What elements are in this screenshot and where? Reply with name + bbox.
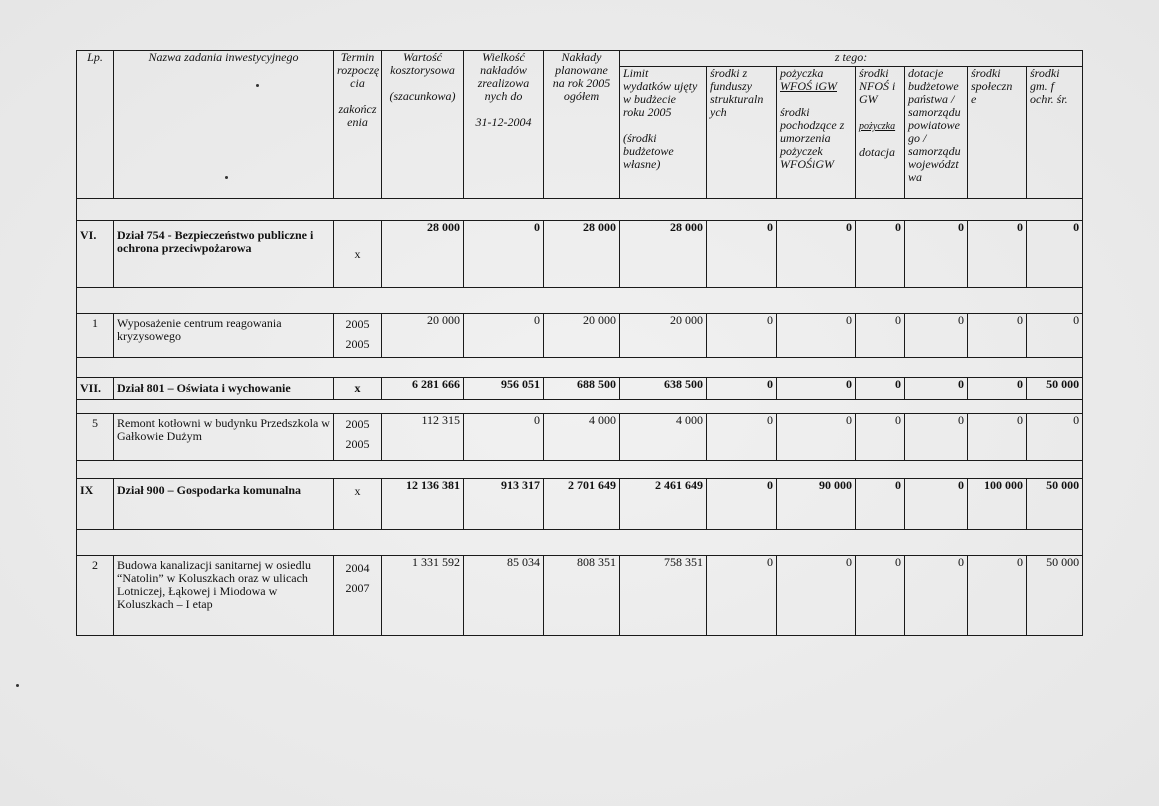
cell-value: 808 351 (544, 556, 620, 636)
header-row (77, 51, 1083, 67)
cell-value: 0 (968, 314, 1027, 358)
col-termin-header: Termin rozpoczę cia zakończ enia (334, 51, 382, 199)
cell-value: 0 (707, 314, 777, 358)
cell-value: 0 (1027, 414, 1083, 461)
cell-value: 0 (856, 479, 905, 530)
col-spoleczne-header: środki społeczn e (968, 67, 1027, 199)
z-tego-header: z tego: (620, 51, 1083, 67)
separator-row (77, 199, 1083, 221)
row-termin: 2005 2005 (334, 414, 382, 461)
cell-value: 0 (856, 221, 905, 288)
table-row (77, 378, 1083, 400)
cell-value: 758 351 (620, 556, 707, 636)
row-termin: x (334, 479, 382, 530)
col-fundusze-header: środki z funduszy strukturaln ych (707, 67, 777, 199)
col-wielkosc-header: Wielkość nakładów zrealizowa nych do 31-12-2004 (464, 51, 544, 199)
table-row (77, 221, 1083, 288)
cell-value: 0 (856, 378, 905, 400)
cell-value: 0 (905, 221, 968, 288)
cell-value: 913 317 (464, 479, 544, 530)
cell-value: 0 (777, 556, 856, 636)
cell-value: 112 315 (382, 414, 464, 461)
cell-value: 2 461 649 (620, 479, 707, 530)
cell-value: 6 281 666 (382, 378, 464, 400)
table-row (77, 479, 1083, 530)
cell-value: 0 (905, 378, 968, 400)
col-wartosc-header: Wartość kosztorysowa (szacunkowa) (382, 51, 464, 199)
cell-value: 0 (707, 414, 777, 461)
separator-row (77, 358, 1083, 378)
separator-row (77, 530, 1083, 556)
row-lp: VI. (77, 221, 114, 288)
cell-value: 0 (968, 414, 1027, 461)
cell-value: 0 (464, 414, 544, 461)
cell-value: 50 000 (1027, 479, 1083, 530)
cell-value: 0 (905, 314, 968, 358)
separator-row (77, 461, 1083, 479)
cell-value: 20 000 (382, 314, 464, 358)
cell-value: 0 (905, 479, 968, 530)
cell-value: 85 034 (464, 556, 544, 636)
cell-value: 0 (856, 414, 905, 461)
col-limit-header: Limit wydatków ujęty w budżecie roku 2005 (środki budżetowe własne) (620, 67, 707, 199)
cell-value: 50 000 (1027, 556, 1083, 636)
row-termin: 2005 2005 (334, 314, 382, 358)
col-lp-header: Lp. (77, 51, 114, 199)
cell-value: 20 000 (620, 314, 707, 358)
cell-value: 0 (968, 556, 1027, 636)
cell-value: 0 (856, 314, 905, 358)
row-name: Dział 900 – Gospodarka komunalna (114, 479, 334, 530)
cell-value: 1 331 592 (382, 556, 464, 636)
cell-value: 0 (464, 314, 544, 358)
table-row (77, 314, 1083, 358)
cell-value: 688 500 (544, 378, 620, 400)
table-row (77, 556, 1083, 636)
scan-speck (16, 684, 19, 687)
cell-value: 0 (856, 556, 905, 636)
cell-value: 2 701 649 (544, 479, 620, 530)
cell-value: 20 000 (544, 314, 620, 358)
col-nfos-header: środki NFOŚ i GW pożyczka dotacja (856, 67, 905, 199)
col-gmf-header: środki gm. f ochr. śr. (1027, 67, 1083, 199)
cell-value: 0 (1027, 221, 1083, 288)
row-lp: 2 (77, 556, 114, 636)
cell-value: 0 (968, 221, 1027, 288)
cell-value: 0 (707, 221, 777, 288)
row-name: Wyposażenie centrum reagowania kryzysowego (114, 314, 334, 358)
cell-value: 638 500 (620, 378, 707, 400)
row-termin: 2004 2007 (334, 556, 382, 636)
col-pozyczka-header: pożyczka WFOŚ iGW środki pochodzące z umorzenia pożyczek WFOŚiGW (777, 67, 856, 199)
cell-value: 4 000 (544, 414, 620, 461)
col-naklady-header: Nakłady planowane na rok 2005 ogółem (544, 51, 620, 199)
row-name: Budowa kanalizacji sanitarnej w osiedlu “Natolin” w Koluszkach oraz w ulicach Lotniczej, Łąkowej i Miodowa w Koluszkach – I etap (114, 556, 334, 636)
cell-value: 12 136 381 (382, 479, 464, 530)
cell-value: 0 (968, 378, 1027, 400)
col-name-header: Nazwa zadania inwestycyjnego (114, 51, 334, 199)
cell-value: 100 000 (968, 479, 1027, 530)
cell-value: 0 (777, 314, 856, 358)
cell-value: 28 000 (382, 221, 464, 288)
row-termin: x (334, 378, 382, 400)
row-lp: 1 (77, 314, 114, 358)
cell-value: 90 000 (777, 479, 856, 530)
cell-value: 0 (707, 378, 777, 400)
cell-value: 50 000 (1027, 378, 1083, 400)
row-lp: IX (77, 479, 114, 530)
row-termin: x (334, 221, 382, 288)
cell-value: 4 000 (620, 414, 707, 461)
cell-value: 0 (777, 221, 856, 288)
row-lp: 5 (77, 414, 114, 461)
cell-value: 0 (777, 378, 856, 400)
row-lp: VII. (77, 378, 114, 400)
cell-value: 28 000 (620, 221, 707, 288)
separator-row (77, 288, 1083, 314)
row-name: Dział 801 – Oświata i wychowanie (114, 378, 334, 400)
cell-value: 28 000 (544, 221, 620, 288)
cell-value: 0 (777, 414, 856, 461)
row-name: Dział 754 - Bezpieczeństwo publiczne i ochrona przeciwpożarowa (114, 221, 334, 288)
cell-value: 0 (464, 221, 544, 288)
cell-value: 956 051 (464, 378, 544, 400)
separator-row (77, 400, 1083, 414)
cell-value: 0 (707, 479, 777, 530)
row-name: Remont kotłowni w budynku Przedszkola w Gałkowie Dużym (114, 414, 334, 461)
cell-value: 0 (707, 556, 777, 636)
cell-value: 0 (905, 556, 968, 636)
cell-value: 0 (905, 414, 968, 461)
table-row (77, 414, 1083, 461)
cell-value: 0 (1027, 314, 1083, 358)
col-dotacje-header: dotacje budżetowe państwa / samorządu powiatowe go / samorządu województ wa (905, 67, 968, 199)
investment-table (76, 50, 1083, 636)
